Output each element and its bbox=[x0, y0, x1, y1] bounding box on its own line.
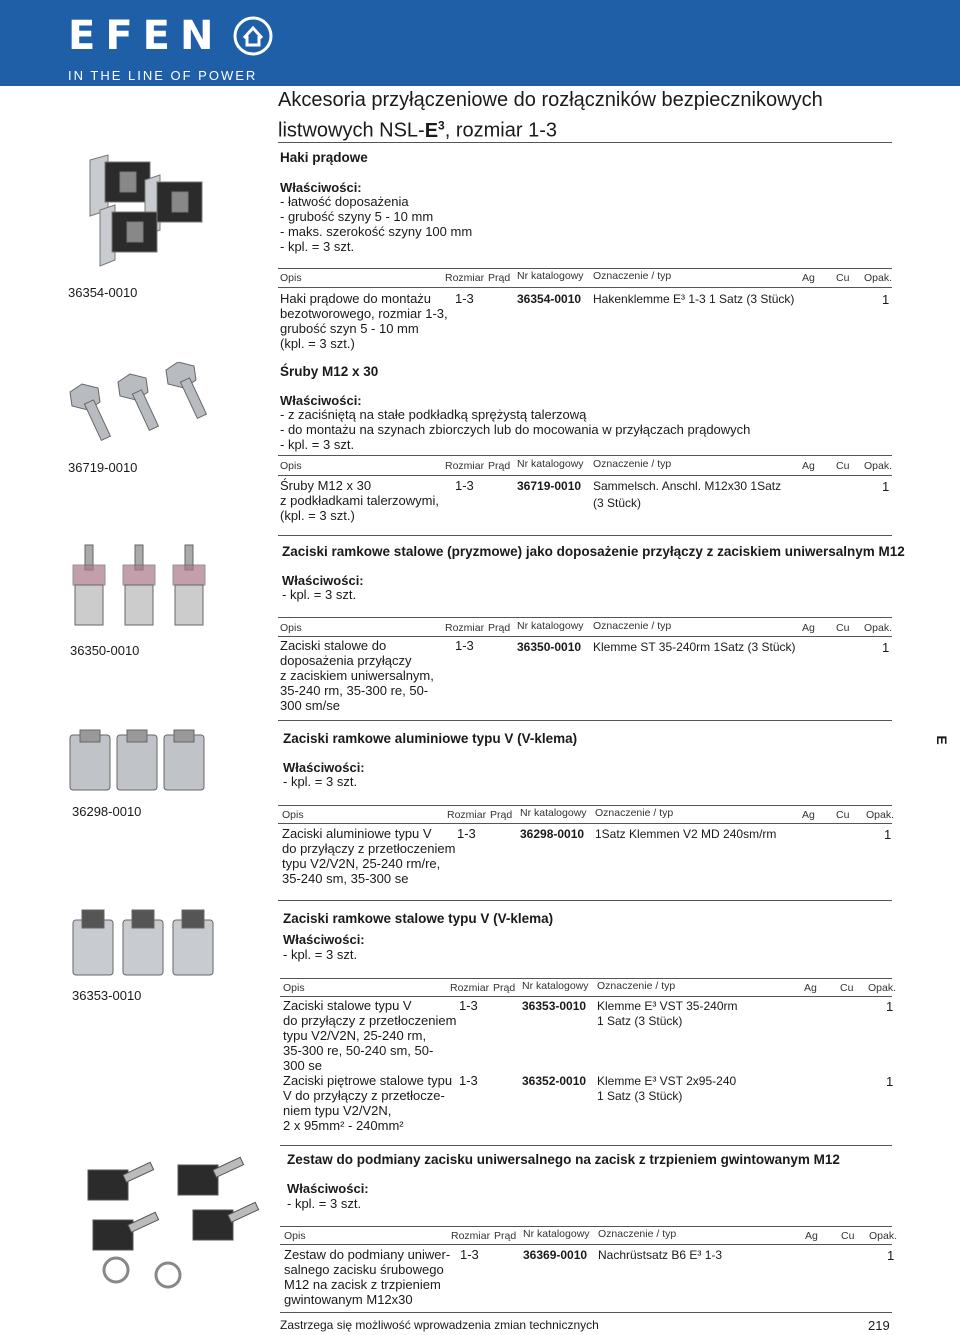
header-oznaczenie: Oznaczenie / typ bbox=[595, 807, 674, 819]
conversion-kit-image bbox=[68, 1145, 268, 1290]
section-title: Zestaw do podmiany zacisku uniwersalnego na zacisk z trzpieniem gwintowanym M12 bbox=[287, 1152, 840, 1167]
row-opak: 1 bbox=[882, 292, 890, 307]
row-nr: 36353-0010 bbox=[522, 999, 587, 1013]
header-prad: Prąd bbox=[490, 809, 513, 821]
property-item: - kpl. = 3 szt. bbox=[283, 774, 358, 789]
steel-v-clamps-image bbox=[68, 905, 228, 985]
page-number: 219 bbox=[868, 1318, 890, 1333]
header-cu: Cu bbox=[836, 622, 850, 634]
row-rozmiar: 1-3 bbox=[455, 638, 474, 653]
header-oznaczenie: Oznaczenie / typ bbox=[597, 980, 676, 992]
section-rule bbox=[280, 1145, 892, 1146]
header-nr: Nr katalogowy bbox=[517, 620, 584, 632]
header-opak: Opak. bbox=[864, 460, 893, 472]
section-title: Zaciski ramkowe stalowe (pryzmowe) jako doposażenie przyłączy z zaciskiem uniwersalnym M12 bbox=[282, 544, 905, 559]
steel-frame-clamps-image bbox=[65, 540, 235, 630]
row-opak: 1 bbox=[886, 1074, 894, 1089]
header-cu: Cu bbox=[836, 272, 850, 284]
header-opak: Opak. bbox=[866, 809, 895, 821]
opis-line: Zaciski aluminiowe typu V bbox=[282, 826, 432, 841]
header-opak: Opak. bbox=[869, 1230, 898, 1242]
catalog-code-left: 36354-0010 bbox=[68, 285, 138, 300]
opis-line: Śruby M12 x 30 bbox=[280, 478, 372, 493]
header-oznaczenie: Oznaczenie / typ bbox=[598, 1228, 677, 1240]
header-cu: Cu bbox=[836, 460, 850, 472]
header-cu: Cu bbox=[840, 982, 854, 994]
footer-note: Zastrzega się możliwość wprowadzenia zmian technicznych bbox=[280, 1318, 599, 1332]
header-ag: Ag bbox=[804, 982, 817, 994]
section-rule bbox=[278, 535, 892, 536]
title-line-2-prefix: listwowych NSL- bbox=[278, 119, 425, 142]
table-rule bbox=[278, 475, 892, 476]
title-line-2-suffix: , rozmiar 1-3 bbox=[444, 119, 557, 142]
row-oznaczenie: Nachrüstsatz B6 E³ 1-3 bbox=[598, 1248, 723, 1262]
oznaczenie-line: (3 Stück) bbox=[593, 496, 642, 510]
title-line-1: Akcesoria przyłączeniowe do rozłączników bezpiecznikowych bbox=[278, 89, 823, 111]
opis-line: Zaciski stalowe do bbox=[280, 638, 387, 653]
header-rozmiar: Rozmiar bbox=[445, 272, 485, 284]
table-rule bbox=[278, 455, 892, 456]
row-opis bbox=[280, 638, 434, 713]
row-rozmiar: 1-3 bbox=[457, 826, 476, 841]
section-title: Haki prądowe bbox=[280, 150, 368, 165]
header-ag: Ag bbox=[802, 272, 815, 284]
section-title: Śruby M12 x 30 bbox=[280, 364, 379, 379]
opis-line: z podkładkami talerzowymi, bbox=[280, 493, 439, 508]
header-rozmiar: Rozmiar bbox=[447, 809, 487, 821]
header-prad: Prąd bbox=[494, 1230, 517, 1242]
row-opak: 1 bbox=[882, 640, 890, 655]
header-opak: Opak. bbox=[864, 272, 893, 284]
row-oznaczenie: Hakenklemme E³ 1-3 1 Satz (3 Stück) bbox=[593, 292, 795, 306]
header-nr: Nr katalogowy bbox=[517, 270, 584, 282]
bolts-image bbox=[60, 362, 220, 452]
row-opak: 1 bbox=[882, 479, 890, 494]
row-nr: 36350-0010 bbox=[517, 640, 582, 654]
oznaczenie-line: 1 Satz (3 Stück) bbox=[597, 1089, 683, 1103]
opis-line: 35-240 rm, 35-300 re, 50- bbox=[280, 683, 429, 698]
opis-line: (kpl. = 3 szt.) bbox=[280, 336, 355, 351]
opis-line: grubość szyn 5 - 10 mm bbox=[280, 321, 419, 336]
table-rule bbox=[280, 978, 892, 979]
opis-line: z zaciskiem uniwersalnym, bbox=[280, 668, 434, 683]
header-nr: Nr katalogowy bbox=[520, 807, 587, 819]
catalog-code-left: 36353-0010 bbox=[72, 988, 142, 1003]
opis-line: 2 x 95mm² - 240mm² bbox=[283, 1118, 404, 1133]
row-opis bbox=[283, 998, 456, 1073]
properties-list bbox=[283, 774, 357, 789]
header-prad: Prąd bbox=[488, 622, 511, 634]
opis-line: do przyłączy z przetłoczeniem bbox=[283, 1013, 457, 1028]
properties-label: Właściwości: bbox=[283, 932, 365, 947]
opis-line: Zaciski piętrowe stalowe typu bbox=[283, 1073, 453, 1088]
header-prad: Prąd bbox=[493, 982, 516, 994]
row-oznaczenie bbox=[597, 1074, 736, 1104]
opis-line: V do przyłączy z przetłocze- bbox=[283, 1088, 445, 1103]
opis-line: (kpl. = 3 szt.) bbox=[280, 508, 355, 523]
opis-line: gwintowanym M12x30 bbox=[284, 1292, 413, 1307]
row-rozmiar: 1-3 bbox=[455, 478, 474, 493]
table-rule bbox=[280, 1226, 892, 1227]
property-item: - kpl. = 3 szt. bbox=[280, 239, 355, 254]
section-rule bbox=[278, 720, 892, 721]
row-opis bbox=[284, 1247, 450, 1307]
header-rozmiar: Rozmiar bbox=[450, 982, 490, 994]
opis-line: Haki prądowe do montażu bbox=[280, 291, 432, 306]
table-rule bbox=[278, 636, 892, 637]
header-ag: Ag bbox=[805, 1230, 818, 1242]
header-opis: Opis bbox=[282, 809, 304, 821]
header-opis: Opis bbox=[283, 982, 305, 994]
table-rule bbox=[278, 805, 892, 806]
properties-label: Właściwości: bbox=[282, 573, 364, 588]
row-opis bbox=[280, 478, 439, 523]
opis-line: 35-240 sm, 35-300 se bbox=[282, 871, 409, 886]
header-nr: Nr katalogowy bbox=[522, 980, 589, 992]
row-opak: 1 bbox=[886, 999, 894, 1014]
row-opis bbox=[282, 826, 455, 886]
header-rozmiar: Rozmiar bbox=[445, 460, 485, 472]
section-title: Zaciski ramkowe aluminiowe typu V (V-klema) bbox=[283, 731, 578, 746]
opis-line: Zaciski stalowe typu V bbox=[283, 998, 412, 1013]
current-hooks-image bbox=[60, 150, 260, 275]
property-item: - grubość szyny 5 - 10 mm bbox=[280, 209, 434, 224]
header-cu: Cu bbox=[836, 809, 850, 821]
header-prad: Prąd bbox=[488, 272, 511, 284]
header-oznaczenie: Oznaczenie / typ bbox=[593, 458, 672, 470]
opis-line: 300 se bbox=[283, 1058, 323, 1073]
property-item: - kpl. = 3 szt. bbox=[283, 947, 358, 962]
header-oznaczenie: Oznaczenie / typ bbox=[593, 270, 672, 282]
table-rule bbox=[280, 996, 892, 997]
header-oznaczenie: Oznaczenie / typ bbox=[593, 620, 672, 632]
header-rozmiar: Rozmiar bbox=[451, 1230, 491, 1242]
opis-line: Zestaw do podmiany uniwer- bbox=[284, 1247, 451, 1262]
opis-line: salnego zacisku śrubowego bbox=[284, 1262, 444, 1277]
oznaczenie-line: Klemme E³ VST 35-240rm bbox=[597, 999, 738, 1013]
property-item: - łatwość doposażenia bbox=[280, 194, 409, 209]
property-item: - kpl. = 3 szt. bbox=[282, 587, 357, 602]
row-opis bbox=[280, 291, 448, 351]
header-opis: Opis bbox=[280, 272, 302, 284]
header-ag: Ag bbox=[802, 809, 815, 821]
row-nr: 36719-0010 bbox=[517, 479, 582, 493]
properties-list bbox=[280, 194, 472, 254]
row-nr: 36352-0010 bbox=[522, 1074, 587, 1088]
opis-line: typu V2/V2N, 25-240 rm, bbox=[283, 1028, 427, 1043]
opis-line: 35-300 re, 50-240 sm, 50- bbox=[283, 1043, 434, 1058]
header-ag: Ag bbox=[802, 622, 815, 634]
row-nr: 36354-0010 bbox=[517, 292, 582, 306]
row-nr: 36298-0010 bbox=[520, 827, 585, 841]
properties-label: Właściwości: bbox=[280, 393, 362, 408]
chapter-marker: E bbox=[934, 735, 950, 745]
header-opis: Opis bbox=[284, 1230, 306, 1242]
catalog-code-left: 36350-0010 bbox=[70, 643, 140, 658]
property-item: - z zaciśniętą na stałe podkładką sprężystą talerzową bbox=[280, 407, 587, 422]
footer-rule bbox=[280, 1312, 892, 1313]
header-opak: Opak. bbox=[864, 622, 893, 634]
e3-logo: $E^3$ bbox=[424, 118, 445, 142]
table-rule bbox=[280, 1244, 892, 1245]
header-rozmiar: Rozmiar bbox=[445, 622, 485, 634]
tagline: IN THE LINE OF POWER bbox=[68, 68, 258, 83]
row-rozmiar: 1-3 bbox=[460, 1247, 479, 1262]
property-item: - kpl. = 3 szt. bbox=[280, 437, 355, 452]
header-opis: Opis bbox=[280, 622, 302, 634]
table-rule bbox=[278, 617, 892, 618]
properties-list bbox=[287, 1196, 361, 1211]
row-nr: 36369-0010 bbox=[523, 1248, 588, 1262]
oznaczenie-line: Sammelsch. Anschl. M12x30 1Satz bbox=[593, 479, 782, 493]
row-rozmiar: 1-3 bbox=[459, 1073, 478, 1088]
section-title: Zaciski ramkowe stalowe typu V (V-klema) bbox=[283, 911, 554, 926]
brand-logo bbox=[68, 10, 273, 62]
opis-line: doposażenia przyłączy bbox=[280, 653, 412, 668]
catalog-code-left: 36298-0010 bbox=[72, 804, 142, 819]
table-rule bbox=[278, 268, 892, 269]
row-oznaczenie: 1Satz Klemmen V2 MD 240sm/rm bbox=[595, 827, 777, 841]
title-line-2 bbox=[278, 113, 823, 144]
row-rozmiar: 1-3 bbox=[459, 998, 478, 1013]
header-opak: Opak. bbox=[868, 982, 897, 994]
properties-label: Właściwości: bbox=[287, 1181, 369, 1196]
brand-name: EFEN bbox=[68, 13, 224, 59]
table-rule bbox=[278, 823, 892, 824]
row-oznaczenie bbox=[597, 999, 738, 1029]
opis-line: typu V2/V2N, 25-240 rm/re, bbox=[282, 856, 441, 871]
opis-line: bezotworowego, rozmiar 1-3, bbox=[280, 306, 448, 321]
row-opis bbox=[283, 1073, 452, 1133]
opis-line: niem typu V2/V2N, bbox=[283, 1103, 392, 1118]
header-ag: Ag bbox=[802, 460, 815, 472]
header-nr: Nr katalogowy bbox=[517, 458, 584, 470]
brand-emblem-icon bbox=[233, 16, 273, 56]
header-nr: Nr katalogowy bbox=[523, 1228, 590, 1240]
header-cu: Cu bbox=[841, 1230, 855, 1242]
property-item: - kpl. = 3 szt. bbox=[287, 1196, 362, 1211]
title-rule bbox=[278, 142, 892, 143]
page-title bbox=[278, 88, 823, 144]
properties-label: Właściwości: bbox=[283, 760, 365, 775]
aluminium-v-clamps-image bbox=[65, 725, 225, 800]
oznaczenie-line: 1 Satz (3 Stück) bbox=[597, 1014, 683, 1028]
opis-line: do przyłączy z przetłoczeniem bbox=[282, 841, 456, 856]
row-opak: 1 bbox=[887, 1248, 895, 1263]
opis-line: 300 sm/se bbox=[280, 698, 340, 713]
property-item: - maks. szerokość szyny 100 mm bbox=[280, 224, 473, 239]
table-rule bbox=[278, 287, 892, 288]
section-rule bbox=[278, 900, 892, 901]
row-opak: 1 bbox=[884, 827, 892, 842]
row-oznaczenie bbox=[593, 479, 781, 511]
catalog-code-left: 36719-0010 bbox=[68, 460, 138, 475]
opis-line: M12 na zacisk z trzpieniem bbox=[284, 1277, 441, 1292]
properties-list bbox=[280, 407, 750, 452]
oznaczenie-line: Klemme E³ VST 2x95-240 bbox=[597, 1074, 737, 1088]
properties-list bbox=[282, 587, 356, 602]
row-oznaczenie: Klemme ST 35-240rm 1Satz (3 Stück) bbox=[593, 640, 796, 654]
property-item: - do montażu na szynach zbiorczych lub do mocowania w przyłączach prądowych bbox=[280, 422, 751, 437]
properties-label: Właściwości: bbox=[280, 180, 362, 195]
properties-list bbox=[283, 947, 357, 962]
header-prad: Prąd bbox=[488, 460, 511, 472]
row-rozmiar: 1-3 bbox=[455, 291, 474, 306]
header-opis: Opis bbox=[280, 460, 302, 472]
